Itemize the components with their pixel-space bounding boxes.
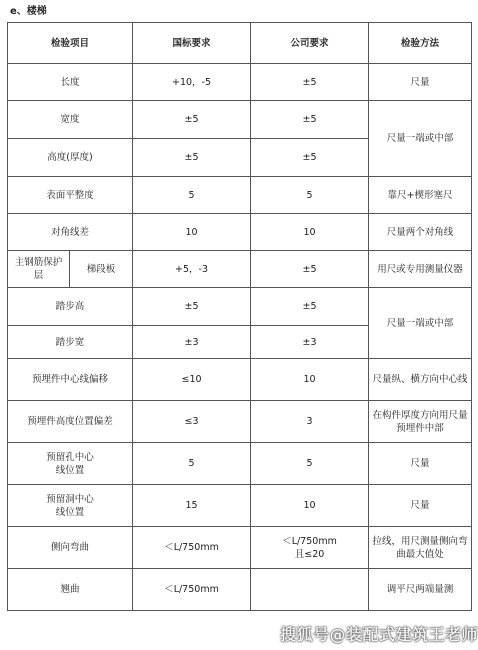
national-cell: ＜L/750mm	[133, 527, 251, 569]
company-cell: ±5	[251, 251, 369, 288]
table-row	[8, 443, 472, 485]
method-cell: 尺量	[369, 64, 472, 101]
item-cell: 翘曲	[8, 569, 133, 611]
item-sub-cell: 梯段板	[70, 251, 133, 288]
method-cell: 用尺或专用测量仪器	[369, 251, 472, 288]
header-item: 检验项目	[8, 23, 133, 64]
company-cell: ±5	[251, 64, 369, 101]
item-cell: 预埋件中心线偏移	[8, 359, 133, 401]
national-cell: +5，-3	[133, 251, 251, 288]
national-cell: ±5	[133, 139, 251, 177]
national-cell: ±5	[133, 101, 251, 139]
table-row	[8, 251, 472, 288]
national-cell: ≤3	[133, 401, 251, 443]
watermark: 搜狐号@装配式建筑王老师	[280, 625, 478, 644]
company-cell: 5	[251, 443, 369, 485]
national-cell: 15	[133, 485, 251, 527]
item-text: 预留孔中心线位置	[46, 451, 94, 476]
item-cell: 高度(厚度)	[8, 139, 133, 177]
method-cell: 尺量一端或中部	[369, 101, 472, 177]
method-cell: 尺量	[369, 485, 472, 527]
method-cell: 调平尺两端量测	[369, 569, 472, 611]
table-row	[8, 177, 472, 214]
table-row	[8, 527, 472, 569]
national-cell: ≤10	[133, 359, 251, 401]
item-cell: 踏步高	[8, 288, 133, 326]
company-cell: ±5	[251, 101, 369, 139]
item-text: 预留洞中心线位置	[46, 493, 94, 518]
company-cell	[251, 527, 369, 569]
national-cell: 10	[133, 214, 251, 251]
national-cell: +10，-5	[133, 64, 251, 101]
national-cell: ＜L/750mm	[133, 569, 251, 611]
item-cell: 表面平整度	[8, 177, 133, 214]
company-cell: 10	[251, 214, 369, 251]
item-cell: 对角线差	[8, 214, 133, 251]
header-row	[8, 23, 472, 64]
item-cell	[8, 443, 133, 485]
item-main-cell: 主钢筋保护层	[8, 251, 70, 288]
method-cell: 靠尺+楔形塞尺	[369, 177, 472, 214]
method-cell: 拉线，用尺测量侧向弯曲最大值处	[369, 527, 472, 569]
national-cell: 5	[133, 443, 251, 485]
company-cell	[251, 569, 369, 611]
section-title: e、楼梯	[10, 6, 47, 17]
company-cell: 3	[251, 401, 369, 443]
item-cell: 预埋件高度位置偏差	[8, 401, 133, 443]
company-text: ＜L/750mm 且≤20	[282, 535, 337, 560]
method-cell: 尺量两个对角线	[369, 214, 472, 251]
company-cell: 5	[251, 177, 369, 214]
table-row	[8, 214, 472, 251]
header-method: 检验方法	[369, 23, 472, 64]
item-cell: 侧向弯曲	[8, 527, 133, 569]
method-cell: 尺量一端或中部	[369, 288, 472, 359]
company-cell: 10	[251, 359, 369, 401]
item-cell	[8, 485, 133, 527]
table-row	[8, 569, 472, 611]
company-cell: 10	[251, 485, 369, 527]
stair-inspection-table	[7, 22, 472, 611]
header-company: 公司要求	[251, 23, 369, 64]
item-cell: 踏步宽	[8, 326, 133, 359]
table-row	[8, 401, 472, 443]
national-cell: ±5	[133, 288, 251, 326]
table-row	[8, 64, 472, 101]
method-cell: 尺量	[369, 443, 472, 485]
national-cell: 5	[133, 177, 251, 214]
table-row	[8, 101, 472, 139]
table-row	[8, 359, 472, 401]
method-cell: 在构件厚度方向用尺量预埋件中部	[369, 401, 472, 443]
company-cell: ±5	[251, 139, 369, 177]
company-cell: ±5	[251, 288, 369, 326]
table-row	[8, 288, 472, 326]
item-cell: 宽度	[8, 101, 133, 139]
header-national: 国标要求	[133, 23, 251, 64]
table-row	[8, 485, 472, 527]
method-cell: 尺量纵、横方向中心线	[369, 359, 472, 401]
national-cell: ±3	[133, 326, 251, 359]
company-cell: ±3	[251, 326, 369, 359]
item-cell: 长度	[8, 64, 133, 101]
